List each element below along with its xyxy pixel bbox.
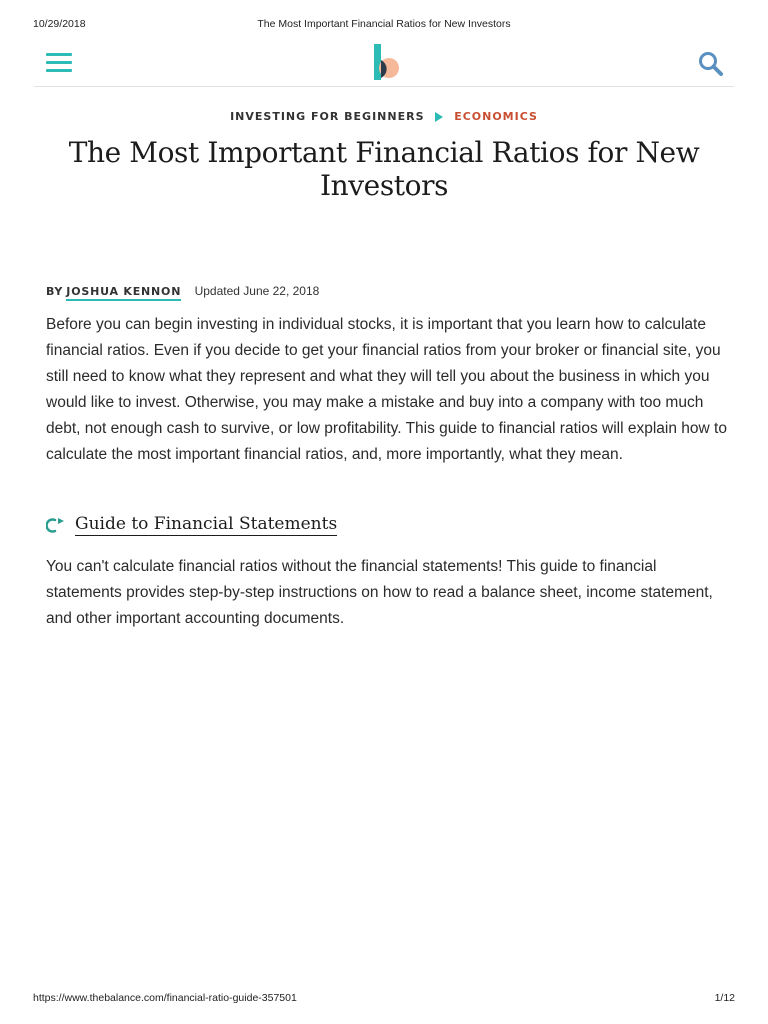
print-date: 10/29/2018 [33, 18, 86, 30]
breadcrumb-investing-for-beginners[interactable]: INVESTING FOR BEGINNERS [230, 110, 425, 123]
updated-date: Updated June 22, 2018 [194, 284, 320, 298]
triangle-right-icon [435, 112, 443, 122]
guide-link[interactable] [46, 513, 337, 536]
intro-paragraph: Before you can begin investing in individual stocks, it is important that you learn how to calculate financial ratios. Even if you decide to get your financial ratios from your broker or financial site, you still need to know what they represent and what they will tell you about the business in which you would like to invest. Otherwise, you may make a mistake and buy into a company with too much debt, not enough cash to survive, or low profitability. This guide to financial ratios will explain how to calculate the most important financial ratios, and, more importantly, what they mean. [46, 316, 727, 463]
guide-link-label[interactable]: Guide to Financial Statements [75, 514, 338, 534]
menu-button[interactable] [46, 53, 72, 75]
author-link[interactable]: JOSHUA KENNON [66, 285, 181, 301]
search-button[interactable] [698, 51, 724, 77]
hamburger-bar [46, 61, 72, 64]
search-icon [698, 51, 724, 77]
print-page-number: 1/12 [714, 992, 735, 1004]
hamburger-menu-icon [46, 53, 72, 56]
byline [46, 284, 319, 298]
circular-arrow-icon [46, 517, 66, 533]
site-header [34, 38, 734, 87]
the-balance-logo[interactable] [371, 44, 401, 80]
byline-prefix: BY [46, 285, 63, 298]
hamburger-bar [46, 69, 72, 72]
logo-stem [374, 44, 381, 80]
print-url: https://www.thebalance.com/financial-ratio-guide-357501 [33, 992, 297, 1004]
breadcrumb-economics[interactable]: ECONOMICS [454, 110, 538, 123]
print-page-title: The Most Important Financial Ratios for New Investors [257, 18, 511, 30]
guide-description-paragraph: You can't calculate financial ratios without the financial statements! This guide to financial statements provides step-by-step instructions on how to read a balance sheet, income statement, and other important accounting documents. [46, 558, 713, 627]
breadcrumb [0, 110, 768, 123]
article-title: The Most Important Financial Ratios for New Investors [68, 136, 700, 202]
